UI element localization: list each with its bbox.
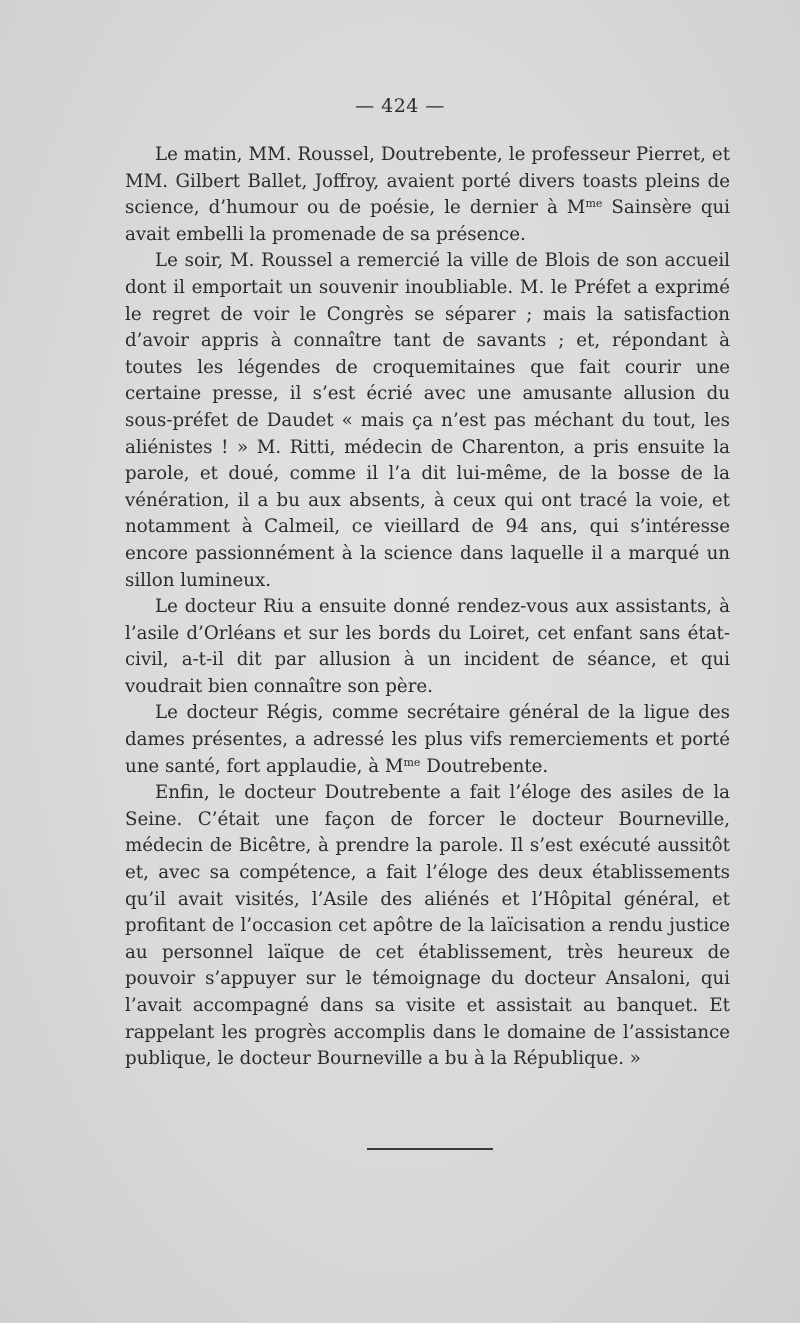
paragraph-docteur-regis-part-a: Le docteur Régis, comme secrétaire général de la ligue des dames présentes, a adressé les plus vifs remerciements et porté une santé, fort applaudie, à M [125,702,730,777]
superscript-me: me [585,197,603,211]
paragraph-evening-speeches: Le soir, M. Roussel a remercié la ville de Blois de son accueil dont il emportait un souvenir inoubliable. M. le Préfet a exprimé le regret de voir le Congrès se séparer ; mais la satisfaction d’avoir appris à connaître tant de savants ; et, répondant à toutes les légendes de croquemitaines que fait courir une certaine presse, il s’est écrié avec une amusante allusion du sous-préfet de Daudet « mais ça n’est pas méchant du tout, les aliénistes ! » M. Ritti, médecin de Charenton, a pris ensuite la parole, et doué, comme il l’a dit lui-même, de la bosse de la vénération, il a bu aux absents, à ceux qui ont tracé la voie, et notamment à Calmeil, ce vieillard de 94 ans, qui s’intéresse encore passionnément à la science dans laquelle il a marqué un sillon lumineux. [125,250,730,591]
paragraph-morning-toasts-part-a: Le matin, MM. Roussel, Doutrebente, le professeur Pierret, et MM. Gilbert Ballet, Joffroy, avaient porté divers toasts pleins de science, d’humour ou de poésie, le dernier à M [125,144,730,219]
paragraph-morning-toasts-part-b: Sainsère qui avait embelli la promenade de sa présence. [125,197,730,245]
paragraph-morning-toasts [125,142,730,248]
paragraph-docteur-riu: Le docteur Riu a ensuite donné rendez-vous aux assistants, à l’asile d’Orléans et sur les bords du Loiret, cet enfant sans état-civil, a-t-il dit par allusion à un incident de séance, et qui voudrait bien connaître son père. [125,596,730,697]
paragraph-docteur-regis [125,700,730,780]
section-divider [367,1148,493,1150]
superscript-me: me [403,755,421,769]
paragraph-docteur-regis-part-b: Doutrebente. [420,755,549,777]
page-number: — 424 — [355,95,445,117]
body-text [125,142,730,1073]
paragraph-docteur-bourneville: Enfin, le docteur Doutrebente a fait l’éloge des asiles de la Seine. C’était une façon de forcer le docteur Bourneville, médecin de Bicêtre, à prendre la parole. Il s’est exécuté aussitôt et, avec sa compétence, a fait l’éloge des deux établissements qu’il avait visités, l’Asile des aliénés et l’Hôpital général, et profitant de l’occasion cet apôtre de la laïcisation a rendu justice au personnel laïque de cet établissement, très heureux de pouvoir s’appuyer sur le témoignage du docteur Ansaloni, qui l’avait accompagné dans sa visite et assistait au banquet. Et rappelant les progrès accomplis dans le domaine de l’assistance publique, le docteur Bourneville a bu à la République. » [125,782,730,1070]
